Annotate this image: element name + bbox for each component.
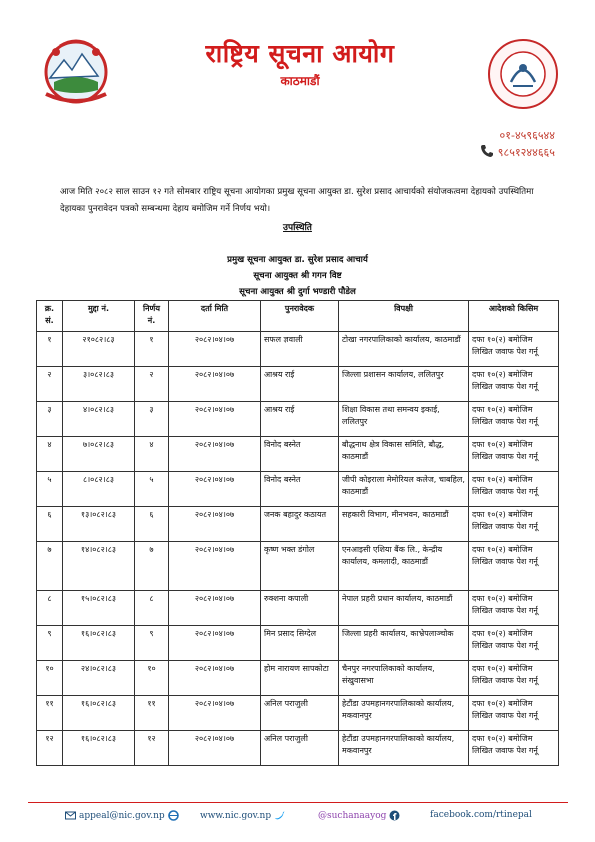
cell-registration-date: २०८२।०४।०७ [169,696,261,731]
cell-respondent: नेपाल प्रहरी प्रधान कार्यालय, काठमाडौं [339,591,469,626]
cell-serial: ३ [37,402,63,437]
cell-serial: ४ [37,437,63,472]
footer-divider [28,802,568,803]
cell-decision-number: ११ [135,696,169,731]
footer-website[interactable]: www.nic.gov.np [200,810,288,821]
cell-registration-date: २०८२।०४।०७ [169,542,261,591]
cell-order-type: दफा १०(२) बमोजिम लिखित जवाफ पेश गर्नू [469,472,559,507]
phone-line-2: ९८५१२४४६६५ [480,144,555,161]
cell-order-type: दफा १०(२) बमोजिम लिखित जवाफ पेश गर्नू [469,542,559,591]
cell-respondent: सहकारी विभाग, मीनभवन, काठमाडौं [339,507,469,542]
cell-decision-number: १२ [135,731,169,766]
footer-twitter[interactable]: @suchanaayog [318,810,403,821]
member-commissioner-1: सूचना आयुक्त श्री गगन विष्ट [253,271,342,281]
cell-registration-date: २०८२।०४।०७ [169,472,261,507]
email-icon [65,810,76,821]
cell-decision-number: ४ [135,437,169,472]
cell-serial: ९ [37,626,63,661]
cell-registration-date: २०८२।०४।०७ [169,507,261,542]
cell-case-number: ७।०८२।८३ [63,437,135,472]
twitter-icon [274,810,285,821]
cell-serial: ६ [37,507,63,542]
cell-registration-date: २०८२।०४।०७ [169,626,261,661]
col-serial: क्र. सं. [37,301,63,332]
cell-appellant: मिन प्रसाद सिग्देल [261,626,339,661]
cell-decision-number: ८ [135,591,169,626]
cell-order-type: दफा १०(२) बमोजिम लिखित जवाफ पेश गर्नू [469,402,559,437]
table-row [37,731,559,766]
cell-respondent: बौद्धनाथ क्षेत्र विकास समिति, बौद्ध, काठमाडौं [339,437,469,472]
table-row [37,542,559,591]
cell-case-number: ८।०८२।८३ [63,472,135,507]
cell-respondent: जीपी कोइराला मेमोरियल कलेज, चाबहिल, काठमाडौं [339,472,469,507]
facebook-icon [389,810,400,821]
footer-facebook[interactable]: facebook.com/rtinepal [430,810,532,820]
cell-respondent: हेटौंडा उपमहानगरपालिकाको कार्यालय, मकवानपुर [339,696,469,731]
cell-case-number: १४।०८२।८३ [63,542,135,591]
decision-intro: आज मिति २०८२ साल साउन १२ गते सोमबार राष्ट्रिय सूचना आयोगका प्रमुख सूचना आयुक्त डा. सुरेश प्रसाद आचार्यको संयोजकत्वमा देहायको उपस्थितिमा देहायका पुनरावेदन पत्रको सम्बन्धमा देहाय बमोजिम गर्ने निर्णय भयो। [60,187,534,214]
cell-case-number: ३।०८२।८३ [63,367,135,402]
cell-case-number: १३।०८२।८३ [63,507,135,542]
table-row [37,591,559,626]
contact-phones [480,128,555,161]
cell-appellant: विनोद बस्नेत [261,472,339,507]
member-chief-commissioner: प्रमुख सूचना आयुक्त डा. सुरेश प्रसाद आचार्य [227,255,368,265]
cell-registration-date: २०८२।०४।०७ [169,367,261,402]
cell-respondent: हेटौंडा उपमहानगरपालिकाको कार्यालय, मकवानपुर [339,731,469,766]
cell-respondent: जिल्ला प्रशासन कार्यालय, ललितपुर [339,367,469,402]
cell-serial: २ [37,367,63,402]
cell-appellant: रुक्शना कपाली [261,591,339,626]
cell-appellant: होम नारायण सापकोटा [261,661,339,696]
table-row [37,507,559,542]
cell-decision-number: ३ [135,402,169,437]
cell-respondent: एनआइसी एशिया बैंक लि., केन्द्रीय कार्यालय, कमलादी, काठमाडौं [339,542,469,591]
cell-decision-number: ६ [135,507,169,542]
cell-respondent: जिल्ला प्रहरी कार्यालय, काभ्रेपलाञ्चोक [339,626,469,661]
cell-decision-number: ७ [135,542,169,591]
table-row [37,696,559,731]
cell-case-number: १६।०८२।८३ [63,696,135,731]
col-appellant: पुनरावेदक [261,301,339,332]
cell-order-type: दफा १०(२) बमोजिम लिखित जवाफ पेश गर्नू [469,626,559,661]
cell-serial: १२ [37,731,63,766]
cell-serial: ७ [37,542,63,591]
presence-heading: उपस्थिति [283,223,312,233]
cell-decision-number: १० [135,661,169,696]
cell-respondent: चैनपुर नगरपालिकाको कार्यालय, संखुवासभा [339,661,469,696]
table-row [37,472,559,507]
member-list [0,252,595,300]
table-row [37,367,559,402]
cell-case-number: २४।०८२।८३ [63,661,135,696]
cell-order-type: दफा १०(२) बमोजिम लिखित जवाफ पेश गर्नू [469,437,559,472]
cell-serial: ८ [37,591,63,626]
cell-registration-date: २०८२।०४।०७ [169,661,261,696]
cell-appellant: आश्रय राई [261,367,339,402]
member-commissioner-2: सूचना आयुक्त श्री दुर्गा भण्डारी पौडेल [239,287,356,297]
nic-seal-icon [487,38,559,110]
cell-serial: १ [37,332,63,367]
table-row [37,437,559,472]
col-decision-number: निर्णय नं. [135,301,169,332]
cell-appellant: आश्रय राई [261,402,339,437]
decision-table [36,300,559,766]
table-row [37,626,559,661]
table-row [37,661,559,696]
cell-case-number: १५।०८२।८३ [63,591,135,626]
cell-serial: ५ [37,472,63,507]
cell-order-type: दफा १०(२) बमोजिम लिखित जवाफ पेश गर्नू [469,661,559,696]
col-respondent: विपक्षी [339,301,469,332]
cell-decision-number: ५ [135,472,169,507]
cell-appellant: विनोद बस्नेत [261,437,339,472]
cell-serial: ११ [37,696,63,731]
cell-appellant: अनिल पराजुली [261,696,339,731]
cell-registration-date: २०८२।०४।०७ [169,591,261,626]
col-registration-date: दर्ता मिति [169,301,261,332]
table-row [37,402,559,437]
table-header-row [37,301,559,332]
col-order-type: आदेशको किसिम [469,301,559,332]
cell-order-type: दफा १०(२) बमोजिम लिखित जवाफ पेश गर्नू [469,591,559,626]
letterhead [0,0,595,180]
table-row [37,332,559,367]
cell-registration-date: २०८२।०४।०७ [169,437,261,472]
cell-decision-number: २ [135,367,169,402]
cell-respondent: टोखा नगरपालिकाको कार्यालय, काठमाडौं [339,332,469,367]
cell-order-type: दफा १०(२) बमोजिम लिखित जवाफ पेश गर्नू [469,696,559,731]
cell-case-number: १६।०८२।८३ [63,731,135,766]
cell-registration-date: २०८२।०४।०७ [169,332,261,367]
organization-title: राष्ट्रिय सूचना आयोग [205,39,395,68]
cell-order-type: दफा १०(२) बमोजिम लिखित जवाफ पेश गर्नू [469,731,559,766]
cell-decision-number: ९ [135,626,169,661]
cell-registration-date: २०८२।०४।०७ [169,731,261,766]
cell-appellant: कृष्ण भक्त डंगोल [261,542,339,591]
cell-case-number: १६।०८२।८३ [63,626,135,661]
cell-decision-number: १ [135,332,169,367]
footer [0,808,595,826]
col-case-number: मुद्दा नं. [63,301,135,332]
cell-case-number: २१०८२।८३ [63,332,135,367]
cell-registration-date: २०८२।०४।०७ [169,402,261,437]
cell-appellant: अनिल पराजुली [261,731,339,766]
footer-email[interactable]: appeal@nic.gov.np [62,810,182,821]
cell-order-type: दफा १०(२) बमोजिम लिखित जवाफ पेश गर्नू [469,367,559,402]
phone-line-1: ०१-४५९६५४४ [499,129,555,142]
browser-icon [168,810,179,821]
cell-case-number: ४।०८२।८३ [63,402,135,437]
cell-appellant: सफल ज्ञवाली [261,332,339,367]
cell-order-type: दफा १०(२) बमोजिम लिखित जवाफ पेश गर्नू [469,507,559,542]
organization-location: काठमाडौं [280,74,320,88]
cell-order-type: दफा १०(२) बमोजिम लिखित जवाफ पेश गर्नू [469,332,559,367]
nepal-emblem-icon [36,34,116,110]
cell-serial: १० [37,661,63,696]
phone-icon [480,144,494,158]
cell-appellant: जनक बहादुर कठायत [261,507,339,542]
cell-respondent: शिक्षा विकास तथा समन्वय इकाई, ललितपुर [339,402,469,437]
